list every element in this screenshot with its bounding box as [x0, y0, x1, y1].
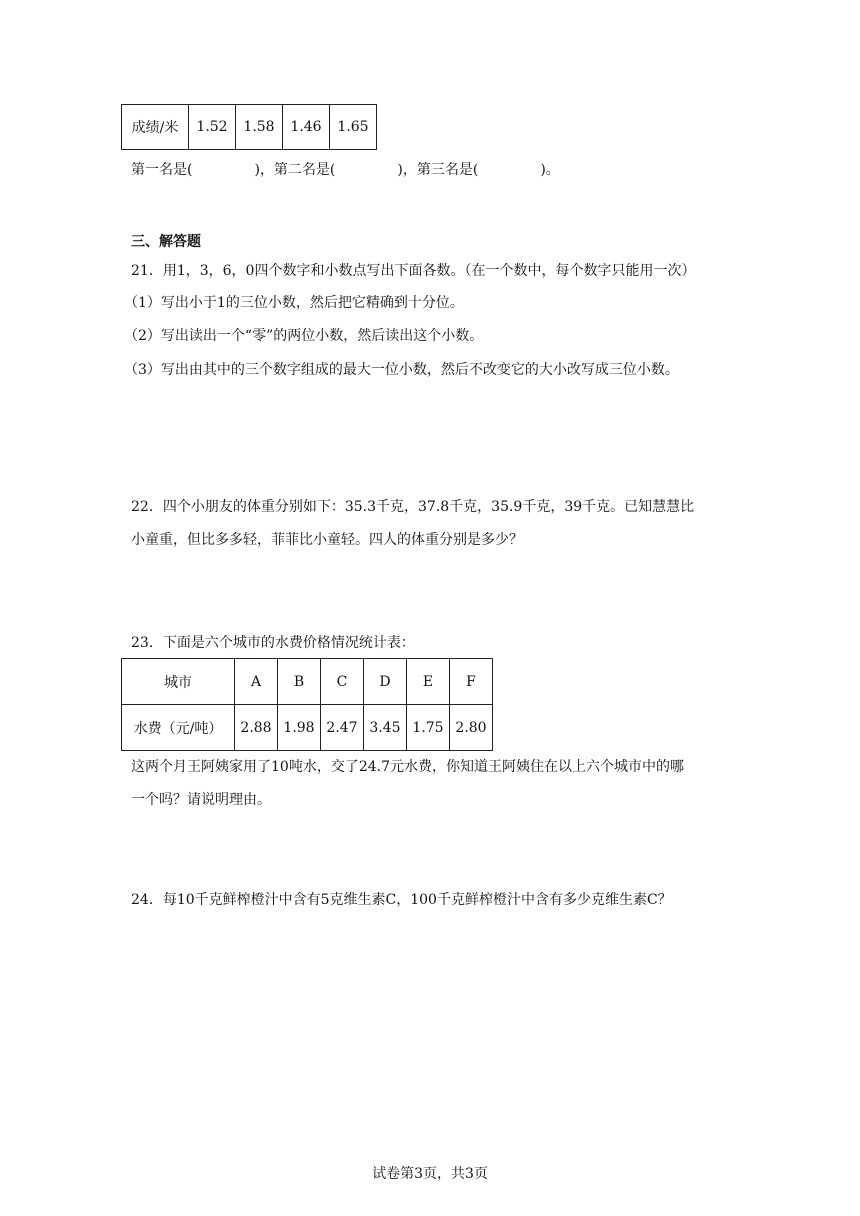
price-cell: 1.98 — [278, 705, 321, 751]
q24-stem: 24．每10千克鲜榨橙汁中含有5克维生素C，100千克鲜榨橙汁中含有多少克维生素C？ — [131, 892, 672, 908]
ranking-second-label: )，第二名是( — [254, 162, 336, 178]
q23-line-2: 一个吗？请说明理由。 — [131, 792, 271, 808]
section-title: 三、解答题 — [131, 234, 201, 250]
water-table-row-cities — [122, 659, 493, 705]
ranking-line — [131, 160, 560, 180]
q21-part-2: （2）写出读出一个“零”的两位小数，然后读出这个小数。 — [124, 328, 484, 344]
q22-line-2: 小童重，但比多多轻，菲菲比小童轻。四人的体重分别是多少？ — [131, 532, 523, 548]
ranking-end: )。 — [540, 162, 560, 178]
q21-part-1: （1）写出小于1的三位小数，然后把它精确到十分位。 — [124, 295, 464, 311]
price-cell: 1.75 — [407, 705, 450, 751]
price-cell: 2.80 — [450, 705, 493, 751]
city-cell: E — [407, 659, 450, 705]
water-table-price-header: 水费（元/吨） — [122, 705, 235, 751]
page-footer: 试卷第3页，共3页 — [372, 1166, 488, 1182]
ranking-first-label: 第一名是( — [131, 162, 193, 178]
water-price-table — [121, 658, 493, 751]
score-cell: 1.65 — [330, 105, 377, 150]
water-table-city-header: 城市 — [122, 659, 235, 705]
price-cell: 3.45 — [364, 705, 407, 751]
city-cell: A — [235, 659, 278, 705]
score-cell: 1.58 — [236, 105, 283, 150]
score-cell: 1.46 — [283, 105, 330, 150]
q23-line-1: 这两个月王阿姨家用了10吨水，交了24.7元水费，你知道王阿姨住在以上六个城市中的哪 — [131, 759, 684, 775]
city-cell: D — [364, 659, 407, 705]
q21-stem: 21．用1，3，6，0四个数字和小数点写出下面各数。（在一个数中，每个数字只能用一次） — [131, 263, 696, 279]
score-table-header: 成绩/米 — [122, 105, 189, 150]
score-cell: 1.52 — [189, 105, 236, 150]
q23-stem: 23．下面是六个城市的水费价格情况统计表： — [131, 635, 415, 651]
city-cell: F — [450, 659, 493, 705]
q21-part-3: （3）写出由其中的三个数字组成的最大一位小数，然后不改变它的大小改写成三位小数。 — [124, 362, 679, 378]
score-table — [121, 104, 377, 150]
city-cell: C — [321, 659, 364, 705]
q22-line-1: 22．四个小朋友的体重分别如下：35.3千克，37.8千克，35.9千克，39千克。已知慧慧比 — [131, 499, 695, 515]
city-cell: B — [278, 659, 321, 705]
water-table-row-prices — [122, 705, 493, 751]
price-cell: 2.88 — [235, 705, 278, 751]
ranking-third-label: )，第三名是( — [397, 162, 479, 178]
price-cell: 2.47 — [321, 705, 364, 751]
